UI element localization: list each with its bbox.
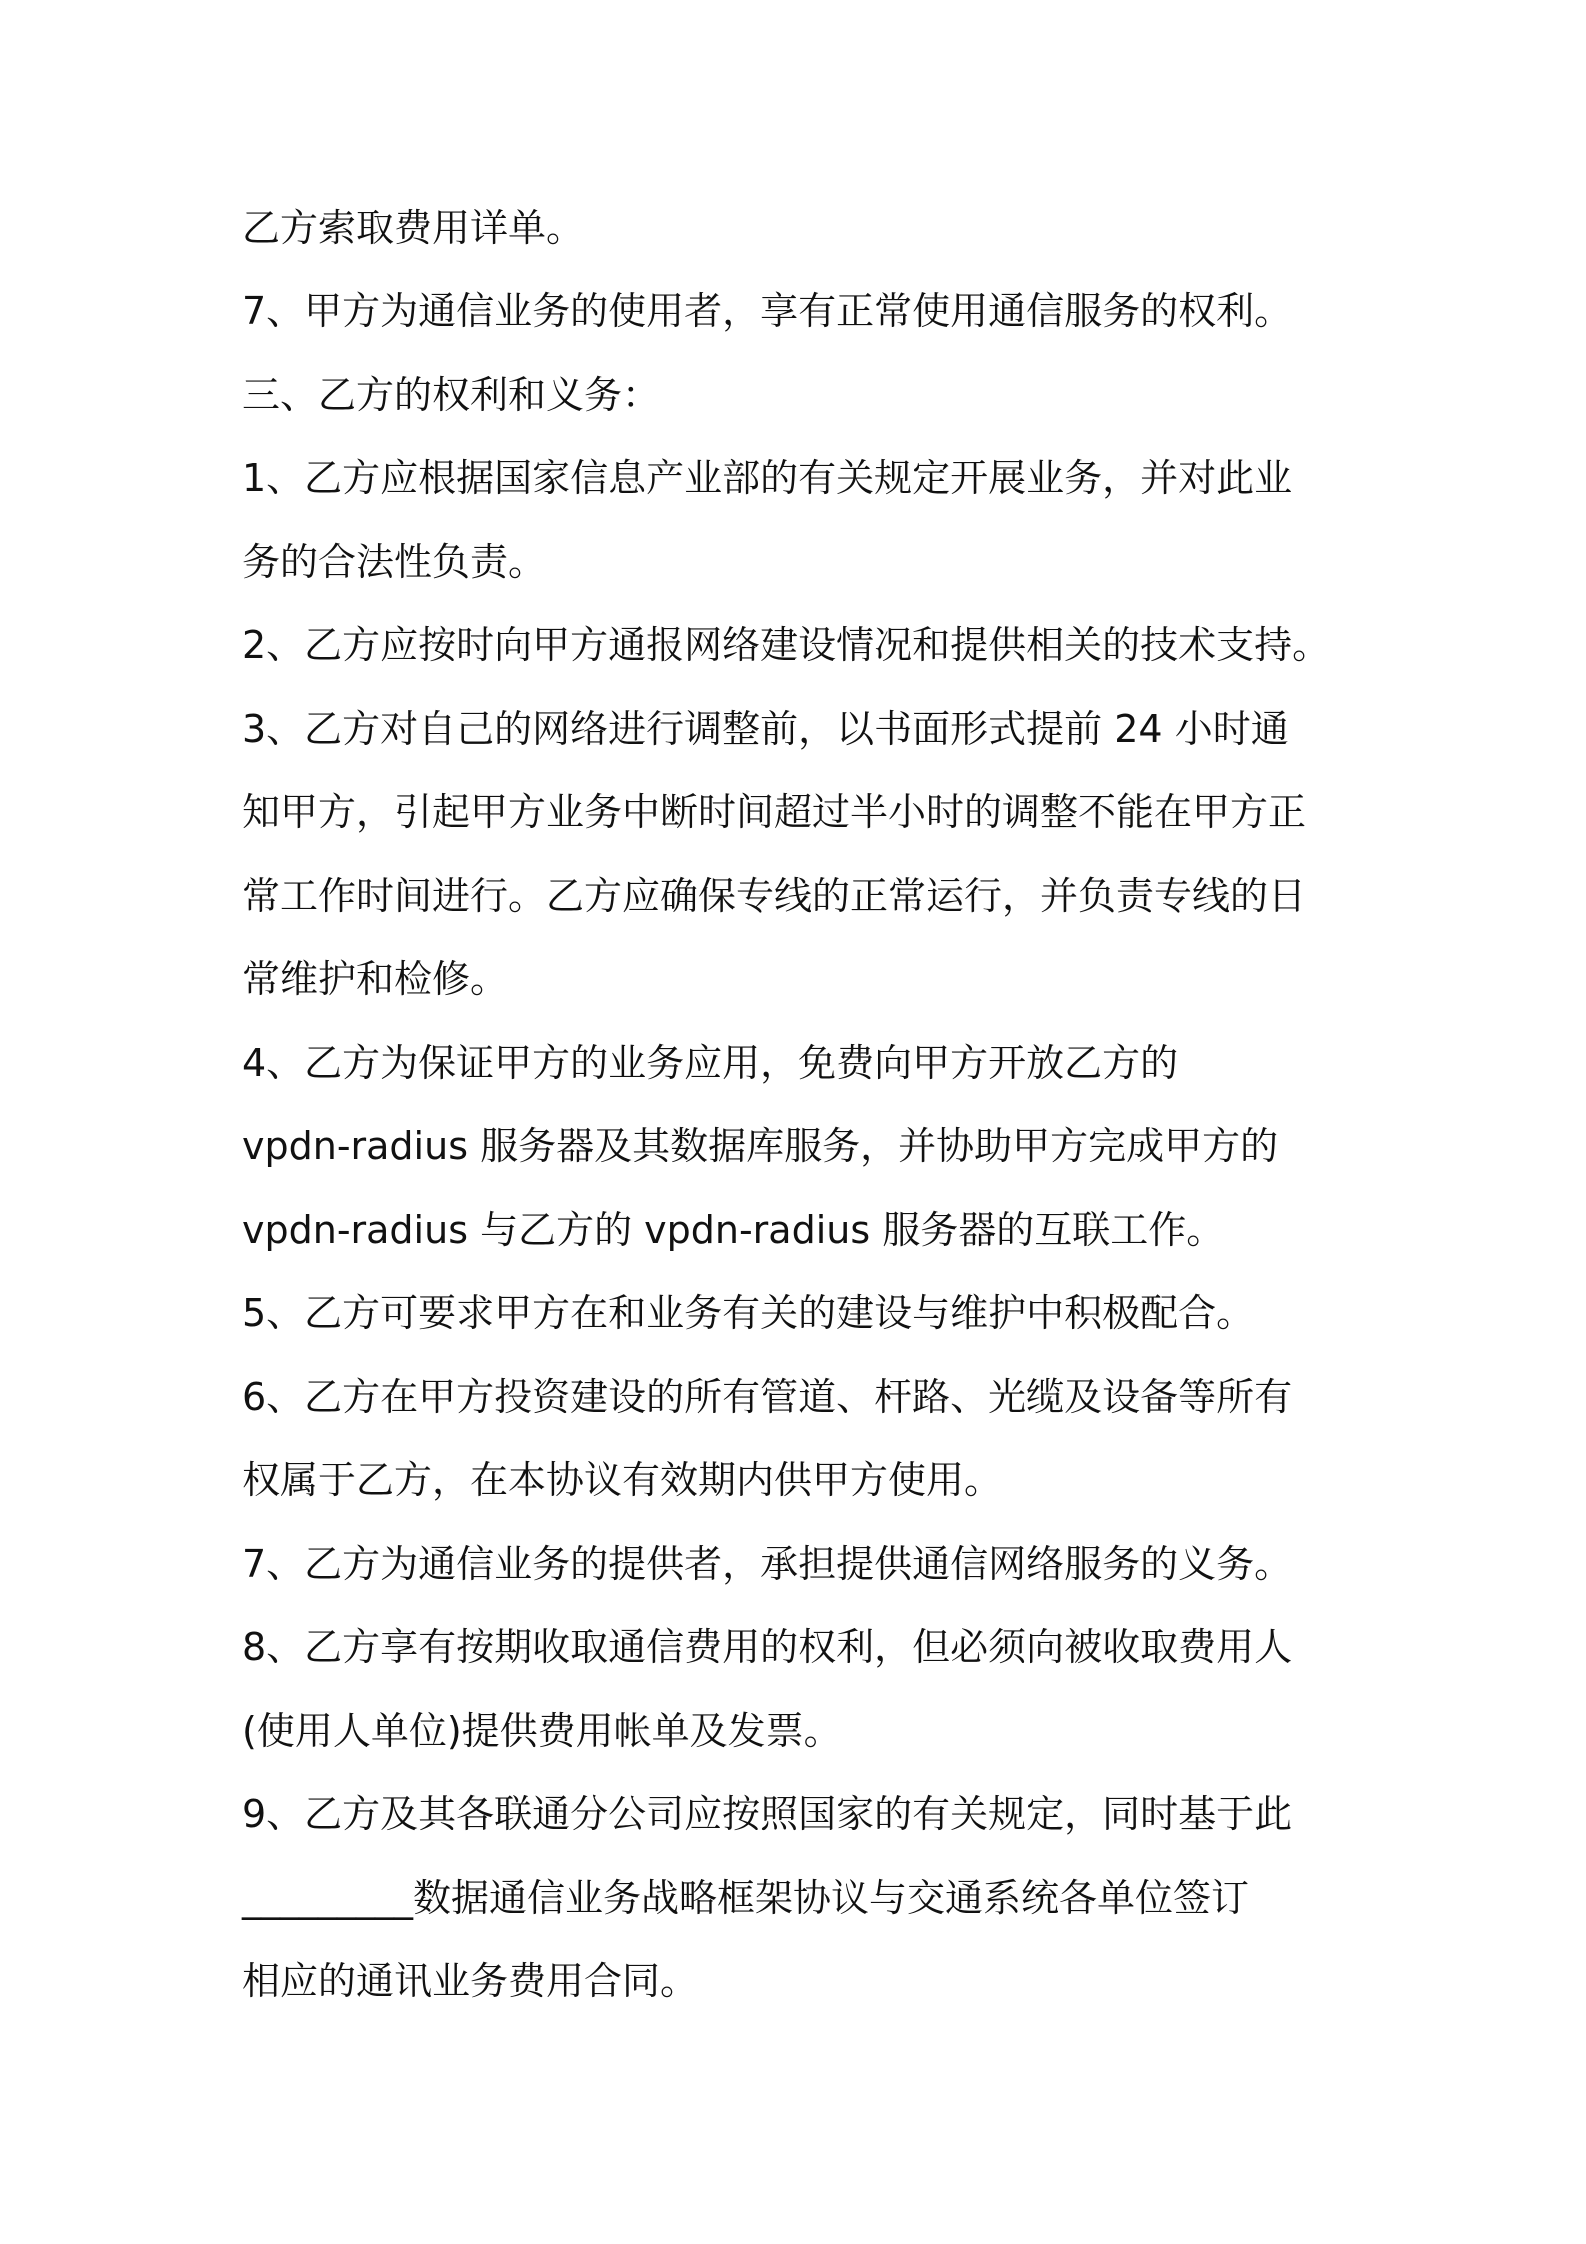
text-line: vpdn-radius 服务器及其数据库服务，并协助甲方完成甲方的	[242, 1124, 1279, 1168]
text-line: 9、乙方及其各联通分公司应按照国家的有关规定，同时基于此	[242, 1792, 1293, 1836]
text-line: 3、乙方对自己的网络进行调整前，以书面形式提前 24 小时通	[242, 707, 1289, 751]
text-line: vpdn-radius 与乙方的 vpdn-radius 服务器的互联工作。	[242, 1208, 1225, 1252]
text-line: 2、乙方应按时向甲方通报网络建设情况和提供相关的技术支持。	[242, 623, 1331, 667]
section-heading: 三、乙方的权利和义务：	[242, 373, 661, 417]
text-line: 知甲方，引起甲方业务中断时间超过半小时的调整不能在甲方正	[242, 790, 1307, 834]
text-line: 1、乙方应根据国家信息产业部的有关规定开展业务，并对此业	[242, 456, 1293, 500]
text-line: 7、甲方为通信业务的使用者，享有正常使用通信服务的权利。	[242, 289, 1293, 333]
text-line: 权属于乙方，在本协议有效期内供甲方使用。	[242, 1458, 1003, 1502]
text-line: 7、乙方为通信业务的提供者，承担提供通信网络服务的义务。	[242, 1542, 1293, 1586]
text-line: 乙方索取费用详单。	[242, 206, 585, 250]
text-line: 常工作时间进行。乙方应确保专线的正常运行，并负责专线的日	[242, 874, 1307, 918]
text-line: 6、乙方在甲方投资建设的所有管道、杆路、光缆及设备等所有	[242, 1375, 1293, 1419]
text-line: 相应的通讯业务费用合同。	[242, 1959, 699, 2003]
text-line: 4、乙方为保证甲方的业务应用，免费向甲方开放乙方的	[242, 1041, 1179, 1085]
text-line: 务的合法性负责。	[242, 540, 547, 584]
text-line: (使用人单位)提供费用帐单及发票。	[242, 1709, 842, 1753]
text-line: 8、乙方享有按期收取通信费用的权利，但必须向被收取费用人	[242, 1625, 1293, 1669]
text-line: _________数据通信业务战略框架协议与交通系统各单位签订	[242, 1876, 1250, 1920]
text-line: 5、乙方可要求甲方在和业务有关的建设与维护中积极配合。	[242, 1291, 1255, 1335]
text-line: 常维护和检修。	[242, 957, 509, 1001]
